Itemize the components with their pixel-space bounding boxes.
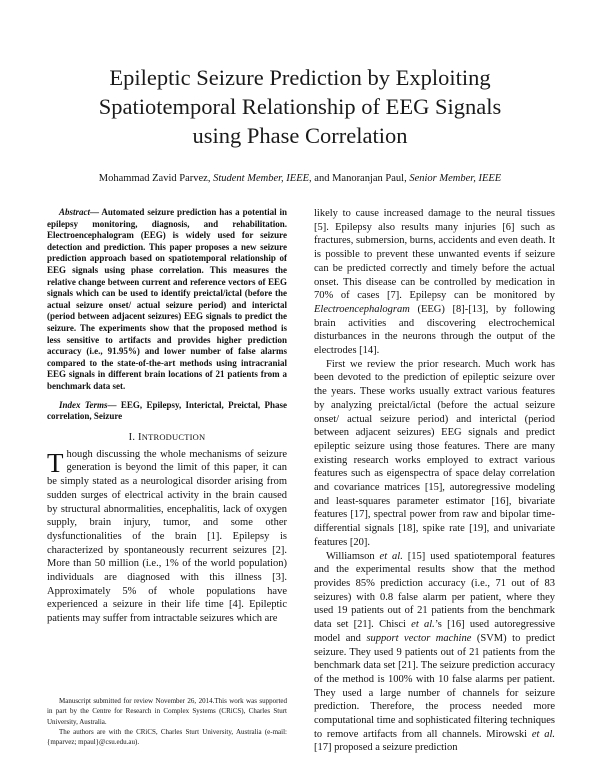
abstract	[47, 207, 287, 393]
paragraph-text: Williamson	[326, 550, 380, 562]
paragraph-text: [15] used spatiotemporal features and the experimental results show that the method provides 85% prediction accuracy (i.e., 71 out of 83 seizures) with 0.8 false alarm per patient, where they used 19 patients out of 21 patients from the benchmark data set [21]. Chisci	[314, 550, 556, 631]
paragraph	[314, 207, 555, 358]
abstract-dash: —	[90, 207, 102, 217]
footnote-text: Manuscript submitted for review November 26, 2014.This work was supported in part by the Centre for Research in Complex Systems (CRiCS), Charles Sturt University, Australia.	[47, 697, 287, 726]
abstract-label: Abstract	[59, 207, 91, 217]
author-line	[20, 172, 580, 186]
index-terms-label: Index Terms	[59, 399, 108, 410]
drop-cap: T	[47, 447, 64, 478]
section-title-rest: NTRODUCTION	[141, 431, 206, 442]
title-line: using Phase Correlation	[192, 123, 408, 148]
paragraph-italic: et al.	[531, 728, 555, 740]
abstract-text: Automated seizure prediction has a potential in epilepsy monitoring, diagnosis, and rehabilitation. Electroencephalogram (EEG) is widely used for seizure detection and prediction. This paper proposes a new seizure prediction approach based on spatiotemporal relationship of EEG signals using phase correlation. This measures the relative change between current and reference vectors of EEG signals which can be used to identify preictal/ictal (before the actual seizure onset/ actual seizure period) and interictal (period between adjacent seizures) EEG signals to predict the seizure. The experiments show that the proposed method is less sensitive to artifacts and provides higher prediction accuracy (i.e., 91.95%) and lower number of false alarms compared to the state-of-the-art methods using intracranial EEG signals in different brain locations of 21 patients from a benchmark data set.	[47, 207, 287, 391]
title-line: Epileptic Seizure Prediction by Exploiting	[109, 65, 491, 90]
footnote	[47, 696, 287, 747]
section-heading	[47, 432, 287, 443]
paragraph-text: [17] proposed a seizure prediction	[314, 742, 458, 754]
paragraph-text: (SVM) to predict seizure. They used 9 patients out of 21 patients from the benchmark data set [21]. The seizure prediction accuracy of the method is 100% with 10 false alarms per patient. They used a large number of channels for seizure prediction. Therefore, the process needed more computational time and sophisticated filtering techniques to remove artifacts from all channels. Mirowski	[314, 632, 555, 740]
intro-text: hough discussing the whole mechanisms of seizure generation is beyond the limit of this paper, it can be simply stated as a neurological disorder arising from sudden surges of electrical activity in the brain caused by structural abnormalities, encephalitis, lack of oxygen supply, brain injury, tumor, and some other dysfunctionalities of the brain [1]. Epilepsy is characterized by spontaneously recurrent seizures [2]. More than 50 million (i.e., 1% of the world population) individuals are diagnosed with this illness [3]. Approximately 5% of whole populations have experienced a seizure in their life time [4]. Epileptic patients may suffer from intractable seizures which are	[47, 448, 287, 625]
section-number: I.	[128, 431, 139, 443]
paragraph-text: First we review the prior research. Much work has been devoted to the prediction of epileptic seizure over the years. These works usually extract various features by analyzing preictal/ictal (before the actual seizure onset/ actual seizure period) and interictal (period between adjacent seizures) EEG signals and predict epileptic seizure using those features. There are many existing research works employed to extract various features such as eigenspectra of space delay correlation and covariance matrices [15], autoregressive modeling and least-squares parameter estimator [16], bivariate features [17], spectral power from raw and bipolar time-differential signals [18], spike rate [19], and univariate features [20].	[314, 358, 555, 548]
intro-paragraph	[47, 448, 287, 626]
author-role: Student Member, IEEE	[213, 173, 310, 184]
index-terms	[47, 400, 287, 423]
paragraph-text: likely to cause increased damage to the neural tissues [5]. Epilepsy also results many injuries [6] such as fractures, submersion, burns, accidents and even death. It is possible to prevent these unwanted events if seizure can be predicted correctly and timely before the actual onset. This disease can be controlled by medication in 70% of cases [7]. Epilepsy can be monitored by	[314, 208, 555, 302]
paragraph	[314, 550, 555, 756]
paragraph-italic: support vector machine	[366, 632, 472, 644]
author-name: Mohammad Zavid Parvez,	[98, 173, 211, 184]
index-terms-text: EEG, Epilepsy, Interictal, Preictal, Phase correlation, Seizure	[47, 399, 288, 422]
author-role: Senior Member, IEEE	[409, 173, 502, 184]
paragraph-italic: Electroencephalogram	[314, 303, 410, 315]
paragraph-text: (EEG) [8]-[13], by following brain activities and discovering electrochemical disturbances in the neurons through the output of the electrodes [14].	[314, 303, 555, 357]
paper-title	[40, 63, 560, 150]
paragraph-text: ’s [16] used autoregressive model and	[314, 619, 555, 644]
section-first-letter: I	[138, 431, 142, 443]
paragraph	[314, 358, 555, 550]
right-column	[314, 207, 555, 755]
index-terms-dash: —	[107, 399, 121, 410]
footnote-text: The authors are with the CRiCS, Charles Sturt University, Australia (e-mail: {mparvez; mpaul}@csu.edu.au).	[47, 727, 287, 747]
title-line: Spatiotemporal Relationship of EEG Signals	[98, 94, 502, 119]
paragraph-italic: et al.	[411, 619, 435, 631]
paragraph-italic: et al.	[379, 550, 403, 562]
left-column	[47, 207, 287, 626]
author-name: , and Manoranjan Paul,	[309, 173, 407, 184]
